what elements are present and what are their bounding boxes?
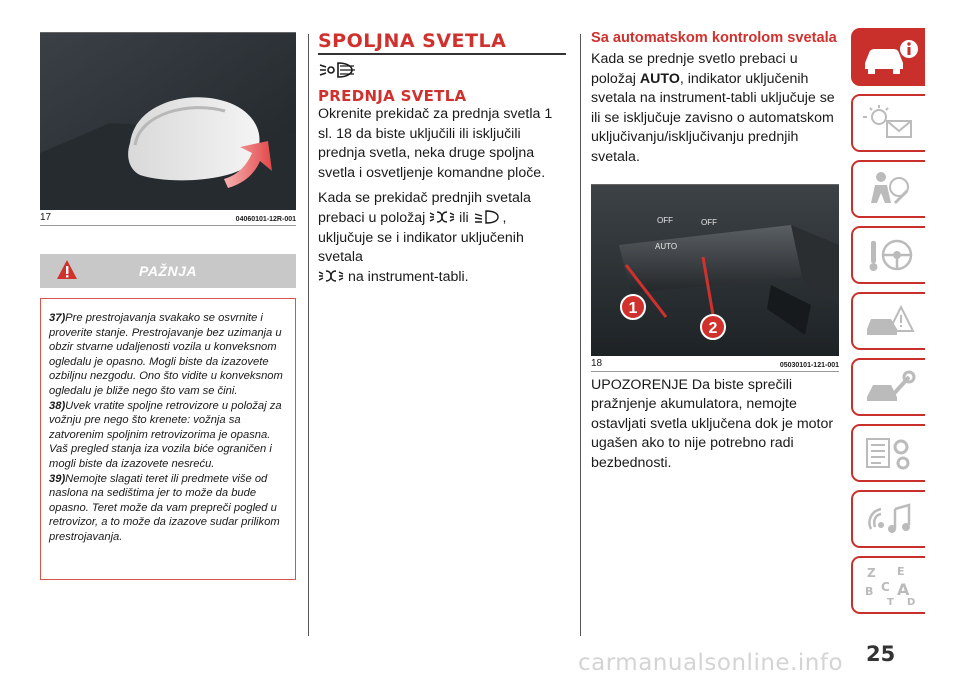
alphabetical-index-icon bbox=[861, 563, 917, 607]
airbag-person-icon bbox=[861, 169, 917, 209]
watermark: carmanualsonline.info bbox=[578, 650, 844, 676]
figure-code: 04060101-12R-001 bbox=[235, 216, 296, 223]
text-span: Kada se prednje svetlo prebaci u položaj bbox=[591, 51, 798, 87]
text-span: ili bbox=[459, 209, 469, 226]
paragraph bbox=[318, 189, 570, 287]
warning-triangle-icon bbox=[56, 259, 78, 281]
svg-text:A: A bbox=[897, 580, 910, 599]
warning-header bbox=[40, 254, 296, 288]
text-span: Kada se prekidač prednjih svetala prebaci u položaj bbox=[318, 190, 531, 226]
caution-note: UPOZORENJE Da biste sprečili pražnjenje akumulatora, nemojte ostavljati svetla uključena dok je motor ugašen ako to nije potrebno radi bezbednosti. bbox=[591, 376, 834, 471]
paragraph: Okrenite prekidač za prednja svetla 1 sl. 18 da biste uključili ili isključili prednja svetla, neka druge spoljna svetla i osvetljenje komandne ploče. bbox=[318, 106, 553, 181]
stalk-off2-label: OFF bbox=[701, 217, 717, 227]
figure-code: 05030101-121-001 bbox=[779, 361, 839, 369]
warning-item-text: Uvek vratite spoljne retrovizore u položaj za vožnju pre nego što krenete: vožnja sa zatvorenim spoljnim retrovizorima je opasna. Vaš pregled stanja iza vozila biće ograničen i mogli biste da izazovete nesreću. bbox=[49, 399, 282, 470]
warning-title: PAŽNJA bbox=[139, 263, 197, 279]
callout-2-label: 2 bbox=[708, 319, 718, 337]
car-info-icon bbox=[859, 37, 919, 77]
svg-text:T: T bbox=[887, 597, 894, 607]
specs-gears-icon bbox=[861, 433, 917, 473]
lights-symbol-icon bbox=[318, 59, 570, 81]
maintenance-wrench-icon bbox=[861, 367, 917, 407]
svg-text:B: B bbox=[865, 585, 874, 598]
tab-starting[interactable] bbox=[851, 226, 925, 284]
tab-safety[interactable] bbox=[851, 160, 925, 218]
low-beam-icon bbox=[473, 209, 499, 225]
page-number: 25 bbox=[866, 642, 896, 666]
column-divider bbox=[308, 34, 309, 636]
tab-dashboard[interactable] bbox=[851, 94, 925, 152]
dashboard-lights-icon bbox=[861, 103, 917, 143]
figure-18-caption bbox=[591, 357, 839, 372]
section-title: SPOLJNA SVETLA bbox=[318, 30, 566, 55]
tab-index[interactable] bbox=[851, 556, 925, 614]
svg-text:Z: Z bbox=[867, 566, 876, 580]
figure-number: 17 bbox=[40, 212, 52, 223]
callout-1-label: 1 bbox=[628, 299, 638, 317]
figure-17-caption bbox=[40, 214, 296, 226]
warning-item-text: Nemojte slagati teret ili predmete više od naslona na sedištima jer to može da bude opasno. Teret može da vam prepreči pogled u retrovizor, a to može da izazove sudar prilikom prestrojavanja. bbox=[49, 472, 280, 543]
light-switch-photo bbox=[591, 184, 839, 356]
warning-item-number: 39) bbox=[49, 472, 66, 485]
text-span: na instrument-tabli. bbox=[347, 268, 469, 285]
warning-item bbox=[49, 311, 289, 399]
svg-text:E: E bbox=[897, 565, 905, 578]
stalk-off-label: OFF bbox=[657, 215, 673, 225]
lights-indicator-icon bbox=[318, 268, 344, 284]
text-span: , bbox=[502, 209, 507, 226]
warning-box bbox=[40, 298, 296, 580]
figure-number: 18 bbox=[591, 357, 603, 369]
tab-car-info[interactable] bbox=[851, 28, 925, 86]
left-column bbox=[40, 32, 296, 226]
warning-item-number: 38) bbox=[49, 399, 66, 412]
tab-emergency[interactable] bbox=[851, 292, 925, 350]
key-steering-icon bbox=[861, 235, 917, 275]
tab-technical-data[interactable] bbox=[851, 424, 925, 482]
column-divider bbox=[580, 34, 581, 636]
subsection-title: Sa automatskom kontrolom svetala bbox=[591, 30, 837, 46]
warning-item-text: Pre prestrojavanja svakako se osvrnite i proverite stanje. Prestrojavanje bez uzimanja u obzir stvarne udaljenosti vozila u konveksnom ogledalu je opasno. Mogli biste da izazovete ozbiljnu nezgodu. Ono što vidite u konveksnom ogledalu je bliže nego što vam se čini. bbox=[49, 312, 283, 397]
paragraph bbox=[591, 50, 841, 168]
position-lights-icon bbox=[429, 209, 455, 225]
multimedia-icon bbox=[861, 499, 917, 539]
warning-item-number: 37) bbox=[49, 312, 66, 324]
right-column bbox=[591, 30, 841, 474]
svg-text:D: D bbox=[907, 597, 916, 607]
middle-column bbox=[318, 30, 570, 287]
mirror-photo bbox=[40, 32, 296, 210]
warning-item bbox=[49, 472, 289, 545]
tab-multimedia[interactable] bbox=[851, 490, 925, 548]
warning-item bbox=[49, 399, 289, 472]
text-span: uključuje se i indikator uključenih svetala bbox=[318, 229, 524, 266]
auto-label: AUTO bbox=[639, 70, 680, 87]
tab-maintenance[interactable] bbox=[851, 358, 925, 416]
stalk-auto-label: AUTO bbox=[655, 241, 678, 251]
warning-accident-icon bbox=[861, 301, 917, 341]
svg-text:C: C bbox=[881, 580, 890, 594]
text-span: , indikator uključenih svetala na instrument-tabli uključuje se ili se isključuje zavisno o automatskom uključivanju/isključivanju prednjih svetala. bbox=[591, 70, 835, 165]
chapter-tabs bbox=[851, 28, 925, 622]
subsection-title: PREDNJA SVETLA bbox=[318, 87, 467, 105]
